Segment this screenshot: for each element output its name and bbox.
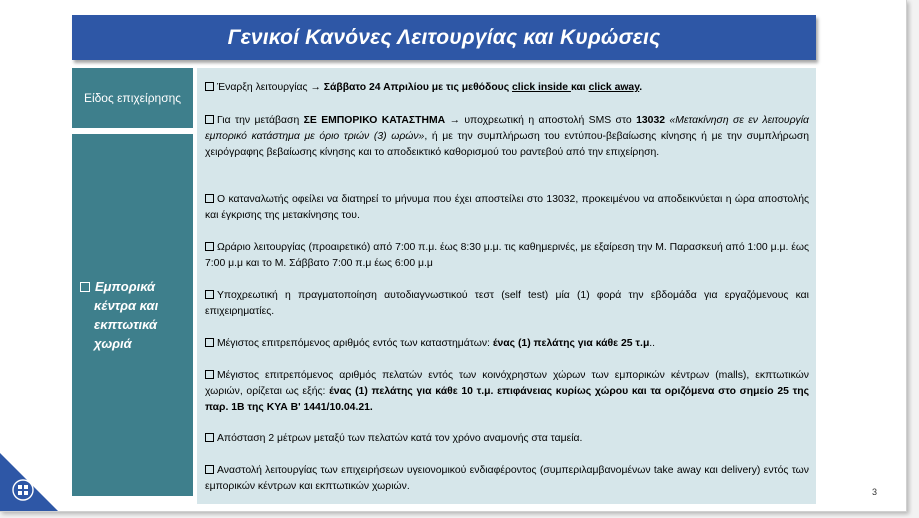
rule-store-capacity: Μέγιστος επιτρεπόμενος αριθμός εντός των καταστημάτων: ένας (1) πελάτης για κάθε 25 τ.μ.. (205, 336, 809, 352)
rule-opening-hours: Ωράριο λειτουργίας (προαιρετικό) από 7:00 π.μ. έως 8:30 μ.μ. τις καθημερινές, με εξαίρεση την Μ. Παρασκευή από 1:00 μ.μ. έως 7:00 μ.μ και το Μ. Σάββατο 7:00 π.μ έως 6:00 μ.μ (205, 242, 809, 269)
business-category-panel (72, 134, 193, 496)
checkbox-bullet-icon (205, 115, 214, 124)
click-away-link[interactable]: click away (588, 82, 640, 93)
rule-keep-message: Ο καταναλωτής οφείλει να διατηρεί το μήνυμα που έχει αποστείλει στο 13032, προκειμένου να αποδεικνύεται η ώρα αποστολής και έγκρισης της μετακίνησης του. (205, 194, 809, 221)
rule-sms-movement: Για την μετάβαση ΣΕ ΕΜΠΟΡΙΚΟ ΚΑΤΑΣΤΗΜΑ → υποχρεωτική η αποστολή SMS στο 13032 «Μετακίνηση σε εν λειτουργία εμπορικό κατάστημα με όριο τριών (3) ωρών», ή με την συμπλήρωση του εντύπου-βεβαίωσης κίνησης ή με την συμπλήρωση χειρόγραφης βεβαίωσης κίνησης και το αποδεικτικό καθορισμού του ραντεβού από την επιχείρηση. (205, 115, 810, 158)
checkbox-bullet-icon (205, 242, 214, 251)
click-inside-link[interactable]: click inside (512, 82, 571, 93)
checkbox-bullet-icon (205, 338, 214, 347)
page-number: 3 (872, 487, 878, 497)
business-type-header: Είδος επιχείρησης (72, 68, 193, 128)
slide-title: Γενικοί Κανόνες Λειτουργίας και Κυρώσεις (227, 25, 661, 49)
rule-opening: Έναρξη λειτουργίας → Σάββατο 24 Απριλίου με τις μεθόδους click inside και click away. (205, 80, 809, 96)
title-bar (72, 15, 816, 60)
rule-food-suspension: Αναστολή λειτουργίας των επιχειρήσεων υγειονομικού ενδιαφέροντος (συμπεριλαμβανομένων take away και delivery) εντός των εμπορικών κέντρων και εκπτωτικών χωριών. (205, 465, 809, 492)
checkbox-bullet-icon (205, 465, 214, 474)
rule-mall-capacity: Μέγιστος επιτρεπόμενος αριθμός πελατών εντός των κοινόχρηστων χώρων των εμπορικών κέντρων (malls), εκπτωτικών χωριών, ορίζεται ως εξής: ένας (1) πελάτης για κάθε 10 τ.μ. επιφάνειας κυρίως χώρου και τα οριζόμενα στο σημείο 25 της παρ. 1Β της ΚΥΑ Β' 1441/10.04.21. (205, 370, 810, 413)
business-category: Εμπορικά κέντρα και εκπτωτικά χωριά (72, 277, 158, 353)
rules-panel (197, 68, 816, 504)
checkbox-bullet-icon (205, 433, 214, 442)
checkbox-bullet-icon (205, 82, 214, 91)
greek-government-emblem-icon (12, 479, 34, 501)
checkbox-bullet-icon (205, 370, 214, 379)
checkbox-bullet-icon (205, 194, 214, 203)
rule-distance: Απόσταση 2 μέτρων μεταξύ των πελατών κατά τον χρόνο αναμονής στα ταμεία. (205, 431, 809, 447)
checkbox-bullet-icon (205, 290, 214, 299)
checkbox-bullet-icon (80, 282, 90, 292)
rule-self-test: Υποχρεωτική η πραγματοποίηση αυτοδιαγνωστικού τεστ (self test) μία (1) φορά την εβδομάδα για εργαζόμενους και επιχειρηματίες. (205, 290, 809, 317)
